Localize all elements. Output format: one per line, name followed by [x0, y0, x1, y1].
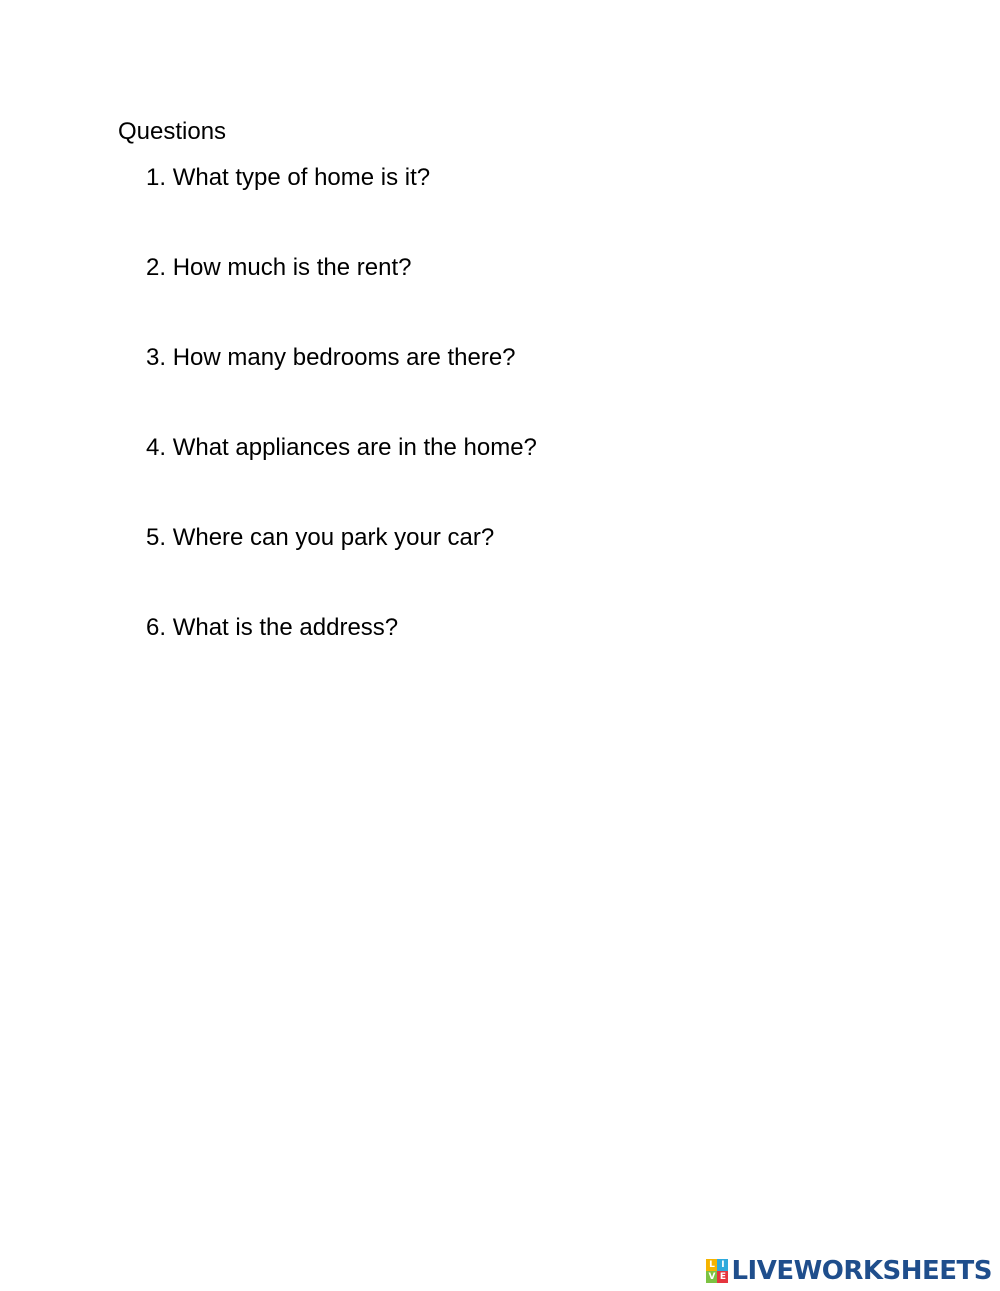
logo-letter-v: V — [706, 1271, 717, 1283]
question-item-4 — [146, 433, 537, 523]
question-number: 5. — [146, 524, 167, 551]
liveworksheets-logo-icon — [706, 1259, 728, 1283]
question-item-1 — [146, 163, 537, 253]
question-item-6 — [146, 613, 537, 703]
question-text: What is the address? — [172, 614, 399, 641]
question-list — [146, 163, 537, 703]
brand-name: LIVEWORKSHEETS — [731, 1256, 992, 1286]
question-text: What appliances are in the home? — [172, 434, 537, 461]
question-number: 2. — [146, 254, 167, 281]
question-number: 4. — [146, 434, 167, 461]
logo-letter-e: E — [717, 1271, 728, 1283]
question-item-3 — [146, 343, 537, 433]
question-item-2 — [146, 253, 537, 343]
question-number: 1. — [146, 164, 167, 191]
liveworksheets-brand — [706, 1256, 992, 1286]
question-item-5 — [146, 523, 537, 613]
questions-heading: Questions — [118, 118, 227, 145]
question-text: What type of home is it? — [172, 164, 431, 191]
logo-letter-l: L — [706, 1259, 717, 1271]
question-number: 6. — [146, 614, 167, 641]
question-text: How many bedrooms are there? — [172, 344, 516, 371]
question-number: 3. — [146, 344, 167, 371]
question-text: How much is the rent? — [172, 254, 412, 281]
logo-letter-i: I — [717, 1259, 728, 1271]
question-text: Where can you park your car? — [172, 524, 495, 551]
